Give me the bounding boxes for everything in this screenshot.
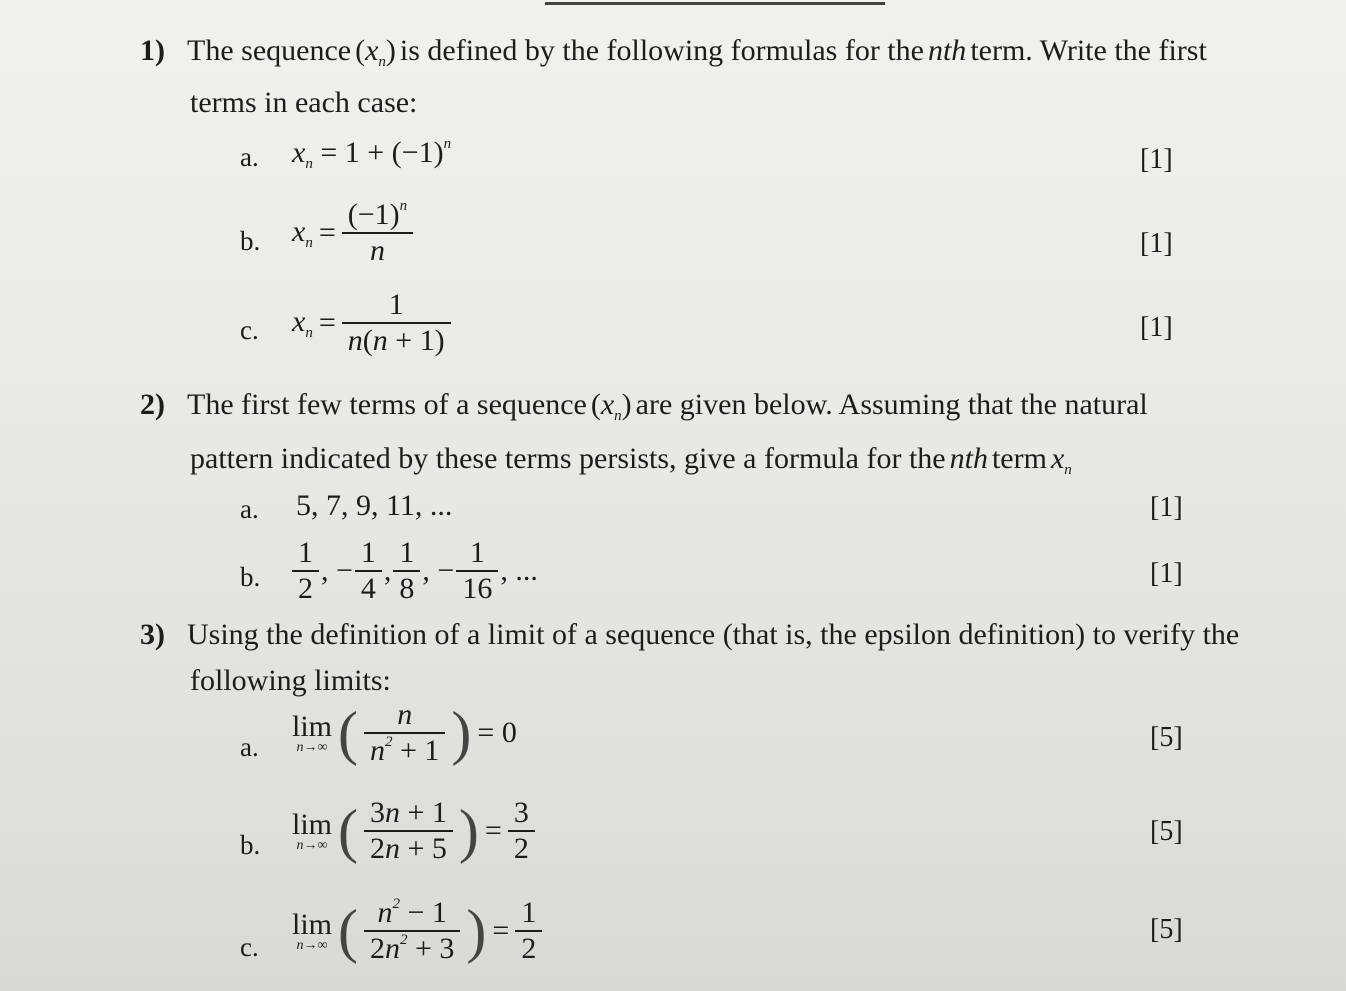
q3a-mark: [5] <box>1150 722 1183 753</box>
q1c-label: c. <box>240 315 259 345</box>
q2a-label: a. <box>240 494 259 524</box>
q1c-formula: $x_n$ = $\frac{1}{n(n + 1)}$ <box>292 288 451 358</box>
question-1-line-2: terms in each case: <box>190 86 418 119</box>
question-3-line-1 <box>140 618 1239 652</box>
q2b-sequence: $\frac{1}{2}$ , − $\frac{1}{4}$ , $\frac{1}{8}$ , − $\frac{1}{16}$ , ... <box>292 536 538 606</box>
sequence-symbol: $(x_n)$ <box>355 34 396 70</box>
q1b-formula: $x_n$ = $\frac{(-1)^n}{n}$ <box>292 198 413 268</box>
question-1-line-1 <box>140 34 1207 71</box>
question-1-text-end: term. Write the first <box>970 34 1207 67</box>
question-1-number: 1) <box>140 34 165 67</box>
q1a-label: a. <box>240 142 259 172</box>
question-2-line-1 <box>140 388 1148 425</box>
question-2-text-rest: are given below. Assuming that the natural <box>635 388 1148 421</box>
question-1-text-rest: is defined by the following formulas for the <box>399 34 924 67</box>
q1b-label: b. <box>240 226 261 256</box>
q2a-sequence: 5, 7, 9, 11, ... <box>296 489 453 522</box>
question-2-nth: nth <box>949 442 988 475</box>
q3c-mark: [5] <box>1150 914 1183 945</box>
q3b-label: b. <box>240 830 261 860</box>
q2b-mark: [1] <box>1150 558 1183 589</box>
question-3-text: Using the definition of a limit of a sequence (that is, the epsilon definition) to verify the <box>187 618 1240 651</box>
q3a-label: a. <box>240 732 259 762</box>
q3b-limit: lim n→∞ ( $\frac{3n + 1}{2n + 5}$ ) = $\frac{3}{2}$ <box>292 796 535 866</box>
question-2-term: term <box>991 442 1047 475</box>
top-rule <box>545 2 885 5</box>
nth-term-symbol: $x_n$ <box>1050 442 1072 478</box>
question-1-text: The sequence <box>187 34 352 67</box>
q1b-mark: [1] <box>1140 228 1173 259</box>
q1c-mark: [1] <box>1140 312 1173 343</box>
q2b-label: b. <box>240 562 261 592</box>
sequence-symbol-2: $(x_n)$ <box>590 388 632 424</box>
q1a-mark: [1] <box>1140 144 1173 175</box>
q1a-formula: $x_n = 1 + (-1)^n$ <box>292 136 452 172</box>
question-2-text: The first few terms of a sequence <box>187 388 587 421</box>
q2a-mark: [1] <box>1150 492 1183 523</box>
q3c-limit: lim n→∞ ( $\frac{n^2 - 1}{2n^2 + 3}$ ) = $\frac{1}{2}$ <box>292 896 542 966</box>
question-2-number: 2) <box>140 388 165 421</box>
question-1-nth: nth <box>927 34 967 67</box>
q3a-limit: lim n→∞ ( $\frac{n}{n^2 + 1}$ ) = 0 <box>292 698 517 767</box>
q3c-label: c. <box>240 932 259 962</box>
question-3-number: 3) <box>140 618 165 651</box>
question-2-line-2 <box>190 442 1072 479</box>
q3b-mark: [5] <box>1150 816 1183 847</box>
question-2-text-2: pattern indicated by these terms persists, give a formula for the <box>190 442 946 475</box>
question-3-line-2: following limits: <box>190 664 391 697</box>
